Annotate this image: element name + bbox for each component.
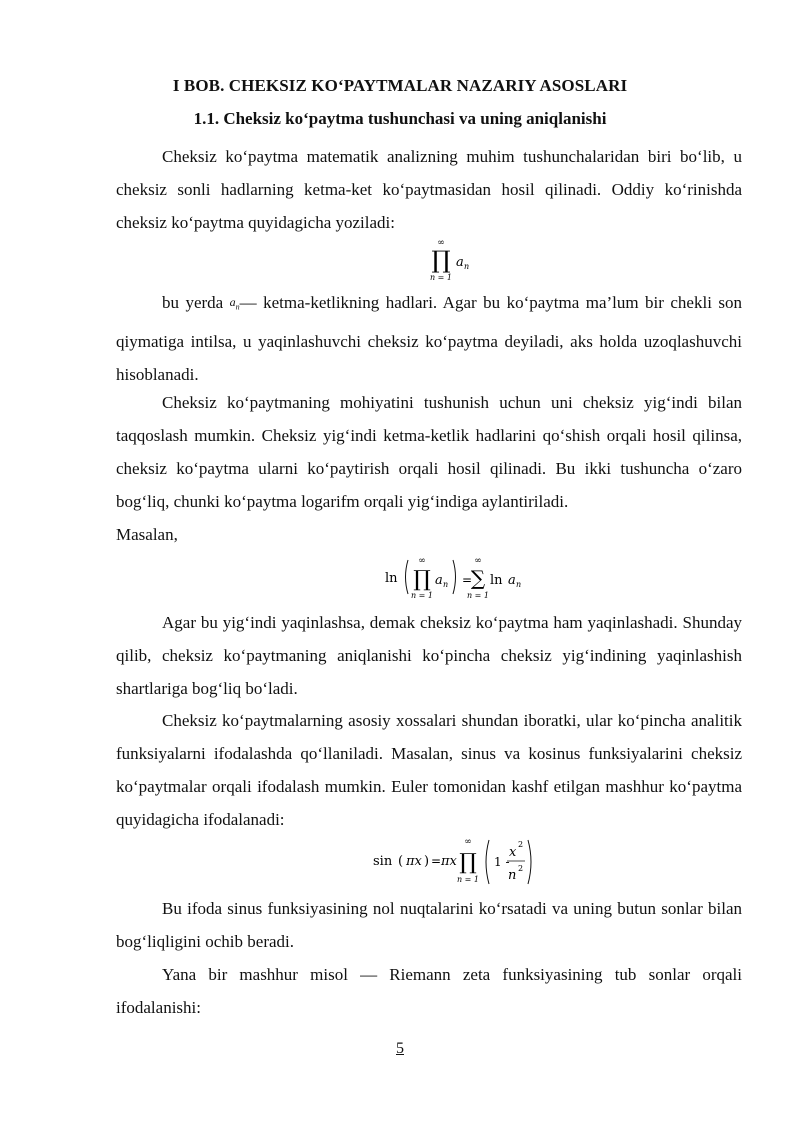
paragraph-1: Cheksiz ko‘paytma matematik analizning muhim tushunchalaridan biri bo‘lib, u cheksiz sonli hadlarning ketma-ket ko‘paytmasidan hosil qilinadi. Oddiy ko‘rinishda cheksiz ko‘paytma quyidagicha yoziladi: xyxy=(116,147,742,232)
formula3-right-paren xyxy=(528,840,531,884)
formula2-lower-limit: n = 1 xyxy=(410,591,434,600)
formula3-left-paren xyxy=(486,840,489,884)
formula-log-product xyxy=(0,552,800,602)
formula2-upper-limit: ∞ xyxy=(418,556,426,566)
formula2-sum-lower: n = 1 xyxy=(466,591,490,600)
formula1-term: a xyxy=(456,255,464,270)
paragraph-3-tail: Masalan, xyxy=(116,525,178,544)
paragraph-2-end: — ketma-ketlikning hadlari. Agar bu ko‘paytma ma’lum bir chekli son qiymatiga intilsa, u yaqinlashuvchi cheksiz ko‘paytma deyiladi, aks holda uzoqlashuvchi hisoblanadi. xyxy=(116,293,742,385)
formula2-ln2: ln xyxy=(490,573,503,588)
formula2-equals: = xyxy=(462,573,473,587)
inline-term-sub: n xyxy=(235,302,240,312)
paragraph-4-block xyxy=(116,606,742,705)
formula-product xyxy=(0,236,800,282)
formula2-ln: ln xyxy=(385,571,398,586)
formula3-den-power: 2 xyxy=(518,864,524,873)
formula3-upper-limit: ∞ xyxy=(464,837,472,847)
formula2-sum-upper: ∞ xyxy=(474,556,482,566)
formula2-right-paren xyxy=(453,560,456,594)
formula3-open-paren: ( xyxy=(398,854,404,869)
inline-term-an xyxy=(229,295,240,312)
formula3-close-paren: ) xyxy=(424,854,430,869)
formula3-product-symbol: ∏ xyxy=(459,850,477,875)
formula3-pix: πx xyxy=(441,854,457,869)
formula3-numerator: x xyxy=(509,845,517,860)
paragraph-4: Agar bu yig‘indi yaqinlashsa, demak cheksiz ko‘paytma ham yaqinlashadi. Shunday qilib, cheksiz ko‘paytmaning aniqlanishi ko‘pincha cheksiz yig‘indining yaqinlashish shartlariga bog‘liq bo‘ladi. xyxy=(116,613,742,698)
paragraph-7: Yana bir mashhur misol — Riemann zeta funksiyasining tub sonlar orqali ifodalanishi: xyxy=(116,965,742,1017)
formula1-term-sub: n xyxy=(464,262,470,271)
formula2-product-symbol: ∏ xyxy=(413,567,431,592)
formula1-lower-limit: n = 1 xyxy=(429,273,453,282)
paragraph-5: Cheksiz ko‘paytmalarning asosiy xossalari shundan iboratki, ular ko‘pincha analitik funksiyalarni ifodalashda qo‘llaniladi. Masalan, sinus va kosinus funksiyalarini cheksiz ko‘paytmalar orqali ifodalash mumkin. Euler tomonidan kashf etilgan mashhur ko‘paytma quyidagicha ifodalanadi: xyxy=(116,711,742,829)
paragraph-7-block xyxy=(116,958,742,1024)
formula3-sin: sin xyxy=(373,854,393,869)
paragraph-2 xyxy=(116,286,742,391)
formula3-arg: πx xyxy=(406,854,422,869)
page-number: 5 xyxy=(396,1040,404,1057)
paragraph-1-block xyxy=(116,140,742,239)
formula3-one-minus: 1 - xyxy=(494,855,510,869)
formula-euler-sine xyxy=(0,834,800,890)
inline-term: a xyxy=(229,295,236,309)
paragraph-6: Bu ifoda sinus funksiyasining nol nuqtalarini ko‘rsatadi va uning butun sonlar bilan bog‘liqligini ochib beradi. xyxy=(116,899,742,951)
paragraph-2-start: bu yerda xyxy=(162,293,230,312)
formula2-left-paren xyxy=(406,560,409,594)
formula1-product-symbol: ∏ xyxy=(431,246,451,274)
formula2-term2-sub: n xyxy=(516,580,522,589)
paragraph-2-block xyxy=(116,286,742,391)
paragraph-3-block xyxy=(116,386,742,551)
formula2-term2: a xyxy=(508,573,516,588)
formula2-sum-symbol: ∑ xyxy=(470,566,486,590)
paragraph-6-block xyxy=(116,892,742,958)
formula1-upper-limit: ∞ xyxy=(437,238,445,248)
paragraph-3: Cheksiz ko‘paytmaning mohiyatini tushunish uchun uni cheksiz yig‘indi bilan taqqoslash mumkin. Cheksiz yig‘indi ketma-ketlik hadlarini qo‘shish orqali hosil qilinsa, cheksiz ko‘paytma ularni ko‘paytirish orqali hosil qilinadi. Bu ikki tushuncha o‘zaro bog‘liq, chunki ko‘paytma logarifm orqali yig‘indiga aylantiriladi. xyxy=(116,393,742,511)
formula3-denominator: n xyxy=(508,868,517,883)
section-title: 1.1. Cheksiz ko‘paytma tushunchasi va uning aniqlanishi xyxy=(193,109,607,128)
chapter-title: I BOB. CHEKSIZ KO‘PAYTMALAR NAZARIY ASOSLARI xyxy=(172,76,628,95)
formula2-term: a xyxy=(435,573,443,588)
formula3-lower-limit: n = 1 xyxy=(456,875,480,884)
formula2-term-sub: n xyxy=(443,580,449,589)
formula3-equals: = xyxy=(431,854,442,868)
paragraph-5-block xyxy=(116,704,742,836)
formula3-num-power: 2 xyxy=(518,840,524,849)
